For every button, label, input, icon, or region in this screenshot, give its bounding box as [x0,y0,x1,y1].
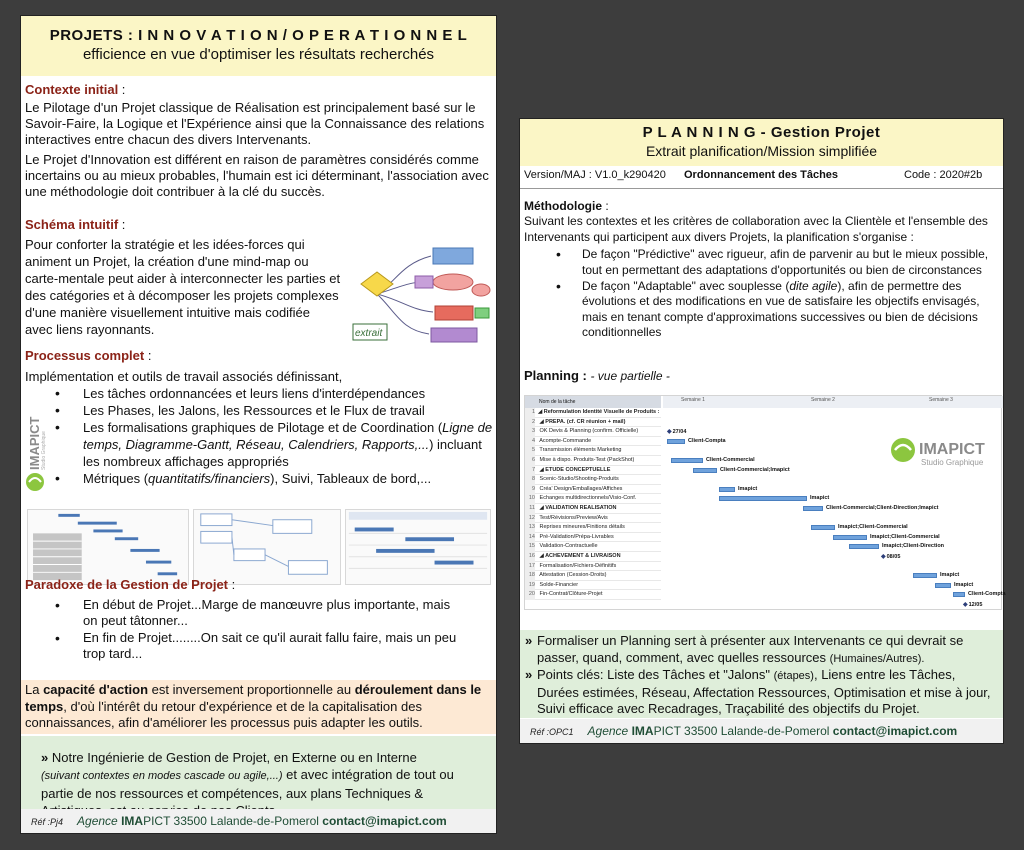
gantt-resource-label: Imapict;Client-Commercial [870,533,940,540]
schema-heading: Schéma intuitif [25,217,119,232]
gantt-task-row: 3 OK Devis & Planning (confirm. Officielle) [525,427,661,437]
gantt-resource-label: Client-Compta [968,591,1006,598]
gantt-resource-label: Imapict;Client-Direction [882,543,945,550]
process-section: Processus complet : Implémentation et outils de travail associés définissant, • Les tâches ordonnancées et leurs liens d'interdépendances • Les Phases, les Jalons, les Ressources et le Flux de travail • Les formalisations graphiques de Pilotage et de Coordination (Ligne de temps, Diagramme-Gantt, Réseau, Calendriers, Rapports,...) incluant les nombreux affichages appropriés • Métriques (quantitatifs/financiers), Suivi, Tableaux de bord,... [25,348,493,487]
gantt-task-row: 1 ◢ Reformulation Identité Visuelle de Produits : [525,408,661,418]
ordo-text: Ordonnancement des Tâches [684,169,839,181]
gantt-chart [524,395,1006,610]
gantt-task-row: 2 ◢ PREPA. (cf. CR réunion + mail) [525,418,661,428]
svg-text:IMAPICT: IMAPICT [919,441,985,458]
svg-text:Studio Graphique: Studio Graphique [41,431,47,470]
calendar-thumbnail [345,509,491,585]
gantt-bar [719,496,807,501]
gantt-weeks: Semaine 1 Semaine 2 Semaine 3 [663,396,1003,408]
gantt-task-row: 11 ◢ VALIDATION REALISATION [525,504,661,514]
capacity-note: La capacité d'action est inversement proportionnelle au déroulement dans le temps, d'où l'intérêt du retour d'expérience et de la capitalisation des connaissances, afin d'améliorer les processus puis adapter les outils. [21,680,496,734]
gantt-bar [935,583,951,588]
right-card [519,118,1004,744]
right-footer: Réf :OPC1 Agence IMAPICT 33500 Lalande-de-Pomerol contact@imapict.com [520,719,1003,743]
left-header [21,16,496,76]
gantt-bar [953,592,965,597]
right-email-link[interactable]: contact@imapict.com [832,724,958,738]
gantt-task-row: 4 Acompte-Commande [525,437,661,447]
paradox-list [25,597,493,662]
process-heading: Processus complet [25,348,145,363]
gantt-task-row: 18 Attestation (Cession-Droits) [525,571,661,581]
gantt-milestone: ◆ 27/04 [667,428,686,435]
gantt-task-row: 14 Pré-Validation/Prépa-Livrables [525,533,661,543]
list-item: • Métriques (quantitatifs/financiers), Suivi, Tableaux de bord,... [25,470,493,487]
planning-label: Planning : - vue partielle - [524,368,670,383]
left-email-link[interactable]: contact@imapict.com [322,814,447,828]
schema-section: Schéma intuitif : Pour conforter la stratégie et les idées-forces qui animent un Projet, la création d'une mind-map ou carte-mentale peut aider à interconnecter les parties et des catégories et à décomposer les projets complexes d'une manière visuellement intuitive mais codifiée avec liens rayonnants. [25,217,341,337]
gantt-task-row: 13 Reprises mineures/Finitions détails [525,523,661,533]
list-item: • En début de Projet...Marge de manœuvre plus importante, mais on peut tâtonner... [25,597,465,629]
context-p2: Le Projet d'Innovation est différent en raison de paramètres considérés comme incertains ou au mieux probables, l'humain est ici déterminant, l'association avec une méthodologie doit contribuer à la clé du succès. [25,152,489,199]
gantt-task-row: 15 Validation-Contractuelle [525,542,661,552]
list-item: • Les tâches ordonnancées et leurs liens d'interdépendances [25,385,493,402]
method-section: Méthodologie : Suivant les contextes et les critères de collaboration avec la Clientèle et l'ensemble des Intervenants qui participent aux divers Projets, la planification s'organise : • De façon "Prédictive" avec rigueur, afin de parvenir au but le mieux possible, tout en permettant des adaptations d'opportunités ou bien de circonstances • De façon "Adaptable" avec souplesse (dite agile), afin de permettre des évolutions et des modifications en vue de satisfaire les objectifs envisagés, mais en tenant compte d'approximations successives ou bien de décisions conditionnelles [524,199,1000,342]
method-intro: Suivant les contextes et les critères de collaboration avec la Clientèle et l'ensemble des Intervenants qui participent aux divers Projets, la planification s'organise : [524,214,988,244]
gantt-resource-label: Imapict [738,485,758,492]
gantt-task-row: 16 ◢ ACHEVEMENT & LIVRAISON [525,552,661,562]
engineering-note: » Notre Ingénierie de Gestion de Projet, en Externe ou en Interne (suivant contextes en modes cascade ou agile,...) et avec intégration de tout ou partie de nos ressources et compétences, aux plans Techniques & [21,736,496,824]
gantt-bar [849,544,879,549]
gantt-resource-label: Client-Compta [688,437,726,444]
imapict-side-logo [24,396,46,494]
gantt-resource-label: Client-Commercial;Client-Direction;Imapict [826,505,939,511]
gantt-resource-label: Client-Commercial [706,457,755,463]
gantt-task-row: 5 Transmission éléments Marketing [525,446,661,456]
svg-text:Studio Graphique: Studio Graphique [921,458,984,467]
right-meta [524,169,999,185]
context-heading: Contexte initial [25,82,119,97]
gantt-resource-label: Imapict [954,581,974,588]
context-section: Contexte initial : Le Pilotage d'un Projet classique de Réalisation est principalement basé sur le Savoir-Faire, la Logique et l'Expérience ainsi que la Connaissance des relations interactives entre chacun des divers Intervenants. Le Projet d'Innovation est différent en raison de paramètres considérés comme incertains ou au mieux probables, l'humain est ici déterminant, l'association avec une méthodologie doit contribuer à la clé du succès. [25,82,493,200]
gantt-bar [913,573,937,578]
mind-map-image [341,242,493,350]
right-header [520,119,1003,166]
list-item: • Les formalisations graphiques de Pilotage et de Coordination (Ligne de temps, Diagramme-Gantt, Réseau, Calendriers, Rapports,...) incluant les nombreux affichages appropriés [25,419,493,470]
gantt-task-row: 19 Solde-Financier [525,581,661,591]
gantt-task-table [525,408,661,600]
imapict-logo [889,432,999,472]
gantt-resource-label: Imapict [810,495,830,502]
left-footer: Réf :Pj4 Agence IMAPICT 33500 Lalande-de-Pomerol contact@imapict.com [21,809,496,833]
tool-screenshots [25,509,493,587]
note-2: » Points clés: Liste des Tâches et "Jalons" (étapes), Liens entre les Tâches, Durées estimées, Réseau, Affectation Ressources, Optimisation et mise à jour, Suivi efficace avec Recadrages, Traçabilité des objectifs du Projet. [525,667,991,717]
gantt-task-row: 8 Scenic-Studio/Shooting-Produits [525,475,661,485]
gantt-resource-label: Client-Commercial;Imapict [720,466,790,473]
right-subtitle: Extrait planification/Mission simplifiée [645,143,878,159]
list-item: • De façon "Prédictive" avec rigueur, afin de parvenir au but le mieux possible, tout en permettant des adaptations d'opportunités ou bien de circonstances [524,247,1000,278]
gantt-bar [719,487,735,492]
gantt-task-row: 10 Echanges multidirectionnels/Visio-Conf. [525,494,661,504]
gantt-column-header: Nom de la tâche [525,396,661,408]
list-item: • De façon "Adaptable" avec souplesse (dite agile), afin de permettre des évolutions et des modifications en vue de satisfaire les objectifs envisagés, mais en tenant compte d'approximations successives ou bien de décisions conditionnelles [524,279,1000,341]
gantt-milestone: ◆ 08/05 [881,553,900,560]
method-heading: Méthodologie [524,199,602,213]
gantt-bar [693,468,717,473]
list-item: • Les Phases, les Jalons, les Ressources et le Flux de travail [25,402,493,419]
gantt-task-row: 7 ◢ ETUDE CONCEPTUELLE [525,466,661,476]
extract-label: extrait [355,328,383,339]
svg-text:IMAPICT: IMAPICT [27,416,42,470]
left-ref: Réf :Pj4 [31,817,64,827]
process-intro: Implémentation et outils de travail associés définissant, [25,369,343,384]
gantt-bar [803,506,823,511]
left-card [20,15,497,834]
paradox-heading: Paradoxe de la Gestion de Projet [25,577,229,592]
paradox-section: Paradoxe de la Gestion de Projet : • En début de Projet...Marge de manœuvre plus importante, mais on peut tâtonner... • En fin de Projet........On sait ce qu'il aurait fallu faire, mais un peu trop tard... [25,577,493,663]
gantt-task-row: 17 Formalisation/Fichiers-Définitifs [525,562,661,572]
left-subtitle: efficience en vue d'optimiser les résultats recherchés [82,46,435,63]
gantt-milestone: ◆ 12/05 [963,601,982,608]
right-title: P L A N N I N G - Gestion Projet [642,124,881,141]
gantt-bar [811,525,835,530]
gantt-task-row: 9 Créa' Design/Emballages/Affiches [525,485,661,495]
divider [520,188,1003,189]
schema-text: Pour conforter la stratégie et les idées-forces qui animent un Projet, la création d'une mind-map ou carte-mentale peut aider à interconnecter les parties et des catégories et à décomposer les projets complexes d'une manière visuellement intuitive mais codifiée avec liens rayonnants. [25,237,341,337]
gantt-bar [671,458,703,463]
planning-notes [520,630,1003,718]
gantt-thumbnail [27,509,189,585]
process-list [25,385,493,487]
right-ref: Réf :OPC1 [530,727,574,737]
gantt-resource-label: Imapict [940,572,960,579]
version-text: Version/MAJ : V1.0_k290420 [524,169,666,181]
context-p1: Le Pilotage d'un Projet classique de Réalisation est principalement basé sur le Savoir-Faire, la Logique et l'Expérience ainsi que la Connaissance des relations interactives entre chacun des divers Intervenants. [25,100,485,147]
note-1: » Formaliser un Planning sert à présenter aux Intervenants ce qui devrait se passer, quand, comment, avec quelles ressources (Humaines/Autres). [525,633,964,665]
gantt-resource-label: Imapict;Client-Commercial [838,524,908,531]
left-title: PROJETS : I N N O V A T I O N / O P E R A T I O N N E L [49,27,468,44]
method-list [524,247,1000,340]
gantt-task-row: 6 Mise à dispo. Produits-Test (PackShot) [525,456,661,466]
gantt-bar [833,535,867,540]
gantt-bar [667,439,685,444]
gantt-task-row: 12 Test/Révisions/Preview/Avis [525,514,661,524]
gantt-task-row: 20 Fin-Contrat/Clôture-Projet [525,590,661,600]
gantt-timeline [663,396,1006,611]
list-item: • En fin de Projet........On sait ce qu'il aurait fallu faire, mais un peu trop tard... [25,630,465,662]
network-thumbnail [193,509,341,585]
code-text: Code : 2020#2b [904,169,983,181]
